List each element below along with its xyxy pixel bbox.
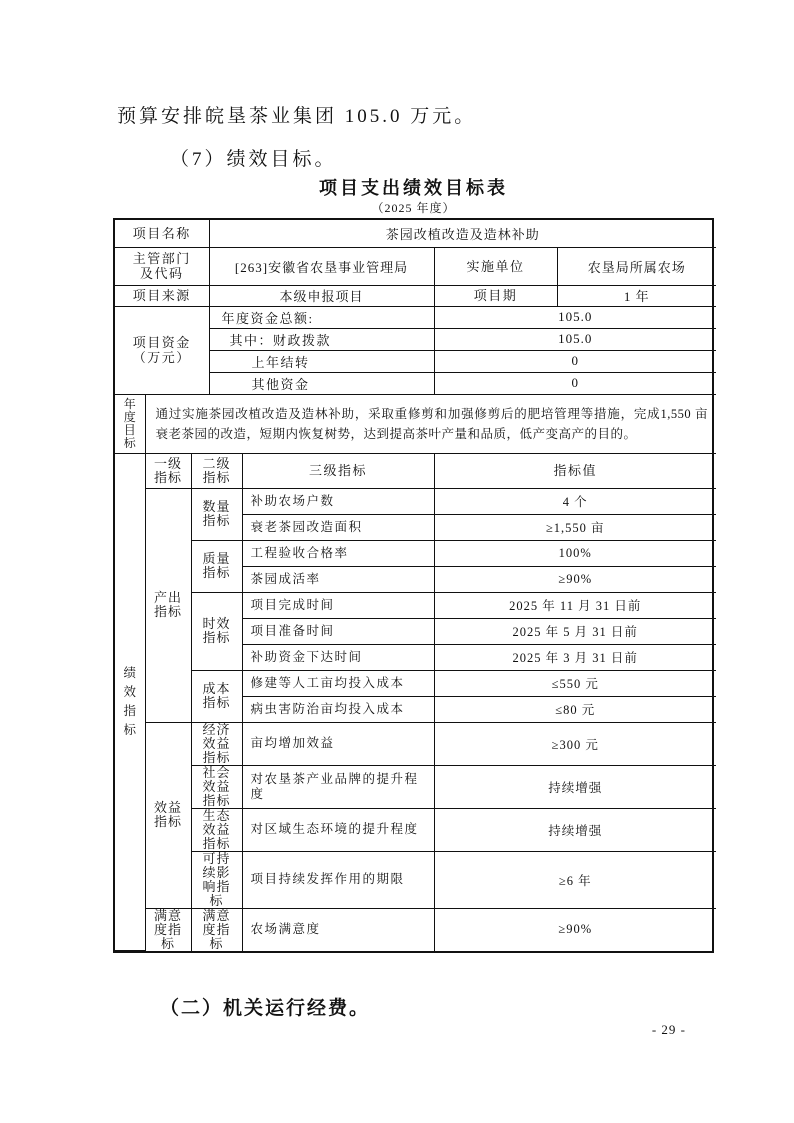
indicator-row bbox=[115, 670, 716, 696]
indicator-name: 茶园成活率 bbox=[242, 566, 434, 592]
level2-satisfaction-text: 满意度指标 bbox=[202, 908, 231, 951]
level1-benefit-text: 效益指标 bbox=[153, 800, 182, 829]
indicators-header-row bbox=[115, 454, 716, 488]
impl-unit-label: 实施单位 bbox=[434, 247, 557, 285]
indicator-value: 100% bbox=[434, 540, 716, 566]
page-number: - 29 - bbox=[651, 1022, 686, 1037]
level2-economic bbox=[191, 722, 242, 765]
indicator-row bbox=[115, 540, 716, 566]
row-project-name bbox=[115, 220, 716, 247]
indicator-row bbox=[115, 722, 716, 765]
funds-label bbox=[115, 306, 209, 394]
fund-carryover-value: 0 bbox=[434, 350, 716, 372]
level2-ecological-text: 生态效益指标 bbox=[202, 808, 231, 851]
indicator-name: 农场满意度 bbox=[242, 908, 434, 951]
level2-quantity-text: 数量指标 bbox=[202, 499, 231, 528]
header-level2-text: 二级指标 bbox=[202, 455, 231, 485]
level2-social-text: 社会效益指标 bbox=[202, 765, 231, 808]
indicator-row bbox=[115, 765, 716, 808]
fund-other-label: 其他资金 bbox=[209, 372, 434, 394]
source-value: 本级申报项目 bbox=[209, 285, 434, 306]
indicator-value: ≥90% bbox=[434, 566, 716, 592]
intro-paragraph: 预算安排皖垦茶业集团 105.0 万元。 bbox=[117, 106, 477, 127]
level2-quantity bbox=[191, 488, 242, 540]
annual-goal-table bbox=[115, 395, 716, 455]
annual-goal-label bbox=[115, 395, 145, 454]
project-info-table bbox=[115, 220, 716, 395]
annual-goal-text: 通过实施茶园改植改造及造林补助，采取重修剪和加强修剪后的肥培管理等措施，完成1,550 亩衰老茶园的改造，短期内恢复树势，达到提高茶叶产量和品质，低产变高产的目的。 bbox=[145, 395, 716, 454]
fund-total-label: 年度资金总额: bbox=[209, 306, 434, 328]
perf-side-label bbox=[115, 454, 145, 951]
period-value: 1 年 bbox=[557, 285, 716, 306]
level2-social bbox=[191, 765, 242, 808]
level2-satisfaction bbox=[191, 908, 242, 951]
level2-sustainability-text: 可持续影响指标 bbox=[202, 851, 231, 908]
indicator-name: 项目持续发挥作用的期限 bbox=[242, 851, 434, 908]
perf-side-label-text: 绩效指标 bbox=[123, 666, 137, 737]
level2-cost bbox=[191, 670, 242, 722]
indicator-row bbox=[115, 808, 716, 851]
funds-label-line1: 项目资金 bbox=[132, 335, 191, 350]
level2-ecological bbox=[191, 808, 242, 851]
annual-goal-label-text: 年度目标 bbox=[123, 396, 136, 450]
indicator-row bbox=[115, 851, 716, 908]
indicator-name: 亩均增加效益 bbox=[242, 722, 434, 765]
dept-value: [263]安徽省农垦事业管理局 bbox=[209, 247, 434, 285]
level2-cost-text: 成本指标 bbox=[202, 681, 231, 710]
project-name-label: 项目名称 bbox=[115, 220, 209, 247]
header-level1 bbox=[145, 454, 191, 488]
level1-output bbox=[145, 488, 191, 722]
indicator-row bbox=[115, 908, 716, 951]
fund-total-value: 105.0 bbox=[434, 306, 716, 328]
row-source bbox=[115, 285, 716, 306]
indicator-row bbox=[115, 488, 716, 514]
fund-fiscal-label: 其中：财政拨款 bbox=[209, 328, 434, 350]
row-annual-goal bbox=[115, 395, 716, 454]
indicator-value: ≤550 元 bbox=[434, 670, 716, 696]
indicator-name: 补助资金下达时间 bbox=[242, 644, 434, 670]
project-name-value: 茶园改植改造及造林补助 bbox=[209, 220, 716, 247]
indicator-name: 补助农场户数 bbox=[242, 488, 434, 514]
indicator-value: ≥6 年 bbox=[434, 851, 716, 908]
indicator-value: 持续增强 bbox=[434, 808, 716, 851]
table-title: 项目支出绩效目标表 bbox=[319, 178, 508, 198]
dept-label bbox=[115, 247, 209, 285]
table-subtitle: （2025 年度） bbox=[371, 201, 456, 215]
indicator-value: 2025 年 11 月 31 日前 bbox=[434, 592, 716, 618]
fund-other-value: 0 bbox=[434, 372, 716, 394]
indicators-table bbox=[115, 454, 716, 951]
indicator-name: 衰老茶园改造面积 bbox=[242, 514, 434, 540]
page-content bbox=[113, 0, 714, 1022]
level2-economic-text: 经济效益指标 bbox=[202, 722, 231, 765]
indicator-value: ≤80 元 bbox=[434, 696, 716, 722]
fund-fiscal-value: 105.0 bbox=[434, 328, 716, 350]
level2-quality-text: 质量指标 bbox=[202, 551, 231, 580]
level1-output-text: 产出指标 bbox=[153, 590, 182, 619]
row-dept bbox=[115, 247, 716, 285]
closing-heading: （二）机关运行经费。 bbox=[160, 998, 371, 1019]
indicator-value: ≥300 元 bbox=[434, 722, 716, 765]
level2-timeliness bbox=[191, 592, 242, 670]
indicator-value: 2025 年 5 月 31 日前 bbox=[434, 618, 716, 644]
indicator-name: 病虫害防治亩均投入成本 bbox=[242, 696, 434, 722]
indicator-name: 项目完成时间 bbox=[242, 592, 434, 618]
level1-satisfaction-text: 满意度指标 bbox=[153, 908, 182, 951]
header-level2 bbox=[191, 454, 242, 488]
source-label: 项目来源 bbox=[115, 285, 209, 306]
impl-unit-value: 农垦局所属农场 bbox=[557, 247, 716, 285]
indicator-name: 对区域生态环境的提升程度 bbox=[242, 808, 434, 851]
indicator-value: ≥90% bbox=[558, 922, 593, 936]
level2-timeliness-text: 时效指标 bbox=[202, 616, 231, 645]
dept-label-line1: 主管部门 bbox=[132, 251, 191, 266]
indicator-row bbox=[115, 592, 716, 618]
section-subheading: （7）绩效目标。 bbox=[170, 149, 337, 170]
indicator-value: 2025 年 3 月 31 日前 bbox=[434, 644, 716, 670]
period-label: 项目期 bbox=[434, 285, 557, 306]
indicator-value: 持续增强 bbox=[434, 765, 716, 808]
indicator-name: 修建等人工亩均投入成本 bbox=[242, 670, 434, 696]
level1-satisfaction bbox=[145, 908, 191, 951]
indicator-value: ≥1,550 亩 bbox=[434, 514, 716, 540]
level1-benefit bbox=[145, 722, 191, 908]
header-level1-text: 一级指标 bbox=[153, 455, 182, 485]
performance-target-table bbox=[113, 218, 714, 953]
dept-label-line2: 及代码 bbox=[139, 266, 184, 281]
indicator-name: 项目准备时间 bbox=[242, 618, 434, 644]
row-fund-total bbox=[115, 306, 716, 328]
fund-carryover-label: 上年结转 bbox=[209, 350, 434, 372]
indicator-name: 对农垦茶产业品牌的提升程度 bbox=[242, 765, 434, 808]
indicator-name: 工程验收合格率 bbox=[242, 540, 434, 566]
header-value: 指标值 bbox=[434, 454, 716, 488]
header-level3: 三级指标 bbox=[242, 454, 434, 488]
indicator-value: 4 个 bbox=[434, 488, 716, 514]
funds-label-line2: （万元） bbox=[132, 350, 191, 365]
level2-quality bbox=[191, 540, 242, 592]
level2-sustainability bbox=[191, 851, 242, 908]
